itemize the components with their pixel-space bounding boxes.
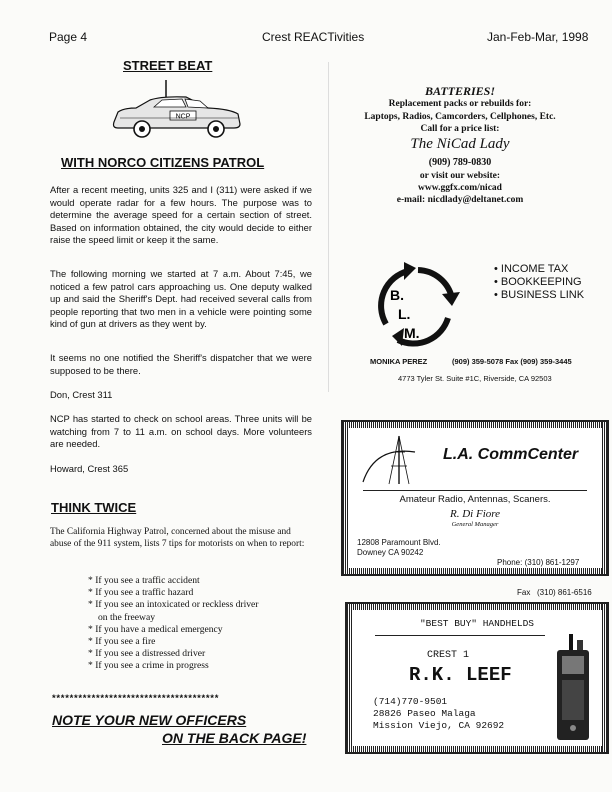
blm-phones: (909) 359-5078 Fax (909) 359-3445 bbox=[452, 357, 572, 366]
issue-date: Jan-Feb-Mar, 1998 bbox=[487, 30, 589, 44]
article-paragraph-1: After a recent meeting, units 325 and I (311) were asked if we would operate radar for a few hours. The purpose was to determine the average speed for a certain section of street. Based on information obtained, the city would decide to either raise the speed limit or keep it the same. bbox=[50, 184, 312, 246]
batteries-ad-title: BATTERIES! bbox=[424, 84, 496, 98]
service-business-link: • BUSINESS LINK bbox=[494, 289, 585, 301]
commcenter-address bbox=[357, 538, 441, 558]
leef-name: R.K. LEEF bbox=[409, 664, 512, 686]
radio-tower-icon bbox=[359, 432, 429, 486]
tip-item: * If you see a distressed driver bbox=[88, 648, 206, 660]
commcenter-manager-role: General Manager bbox=[451, 521, 499, 528]
commcenter-phone: Phone: (310) 861-1297 bbox=[497, 558, 580, 567]
commcenter-tagline: Amateur Radio, Antennas, Scaners. bbox=[399, 494, 551, 505]
blm-services bbox=[494, 263, 584, 302]
leef-contact bbox=[373, 696, 504, 732]
commcenter-manager-name: R. Di Fiore bbox=[450, 508, 500, 520]
article-paragraph-4: NCP has started to check on school areas. Three units will be watching from 7 to 11 a.m. on school days. More volunteers are needed. bbox=[50, 413, 312, 450]
service-bookkeeping: • BOOKKEEPING bbox=[494, 276, 582, 288]
think-twice-intro: The California Highway Patrol, concerned about the misuse and abuse of the 911 system, lists 7 tips for motorists on when to report: bbox=[50, 527, 305, 549]
handheld-radio-icon bbox=[547, 632, 595, 744]
article-paragraph-2: The following morning we started at 7 a.m. About 7:45, we noticed a few patrol cars approaching us. One deputy walked up and said the Sheriff's Dept. had received several calls from people reporting that two men in a vehicle were pointing some kind of gun at drivers as they went by. bbox=[50, 268, 312, 330]
tip-item: * If you have a medical emergency bbox=[88, 623, 223, 635]
nicad-lady-logo: The NiCad Lady bbox=[410, 136, 510, 152]
car-plate-text: NCP bbox=[175, 113, 191, 121]
rk-leef-ad bbox=[345, 602, 609, 754]
article-signature-howard: Howard, Crest 365 bbox=[50, 463, 129, 474]
commcenter-fax: Fax (310) 861-6516 bbox=[517, 588, 592, 597]
blm-logo-letter-l: L. bbox=[398, 306, 411, 322]
tip-item: * If you see a crime in progress bbox=[88, 660, 209, 672]
think-twice-title: THINK TWICE bbox=[51, 500, 137, 515]
batteries-ad-line4: or visit our website: bbox=[419, 171, 501, 181]
blm-address: 4773 Tyler St. Suite #1C, Riverside, CA 92503 bbox=[398, 374, 552, 383]
leef-address-line1: 28826 Paseo Malaga bbox=[373, 708, 476, 719]
tip-item: * If you see a fire bbox=[88, 636, 156, 648]
blm-contact-name: MONIKA PEREZ bbox=[370, 357, 428, 366]
leef-crest-callsign: CREST 1 bbox=[427, 650, 470, 661]
blm-logo bbox=[368, 258, 468, 353]
commcenter-address-line1: 12808 Paramount Blvd. bbox=[357, 538, 441, 547]
service-income-tax: • INCOME TAX bbox=[494, 263, 569, 275]
blm-logo-letter-b: B. bbox=[390, 287, 404, 303]
batteries-ad-email: e-mail: nicdlady@deltanet.com bbox=[396, 195, 524, 205]
leef-phone: (714)770-9501 bbox=[373, 696, 448, 707]
page-number: Page 4 bbox=[49, 30, 88, 44]
new-officers-notice-line2: ON THE BACK PAGE! bbox=[162, 730, 307, 746]
batteries-ad-line3: Call for a price list: bbox=[420, 124, 500, 134]
article-paragraph-3: It seems no one notified the Sheriff's dispatcher that we were supposed to be there. bbox=[50, 352, 312, 376]
leef-address-line2: Mission Viejo, CA 92692 bbox=[373, 720, 505, 731]
commcenter-ad bbox=[341, 420, 609, 597]
article-signature-don: Don, Crest 311 bbox=[50, 389, 113, 400]
newsletter-title: Crest REACTivities bbox=[262, 30, 365, 44]
tip-item: * If you see a traffic hazard bbox=[88, 587, 194, 599]
commcenter-name: L.A. CommCenter bbox=[443, 446, 579, 463]
tip-item-continuation: on the freeway bbox=[98, 611, 156, 623]
commcenter-address-line2: Downey CA 90242 bbox=[357, 548, 424, 557]
best-buy-heading: "BEST BUY" HANDHELDS bbox=[419, 618, 535, 629]
street-beat-title: STREET BEAT bbox=[123, 58, 213, 73]
batteries-ad-line1: Replacement packs or rebuilds for: bbox=[388, 99, 532, 109]
new-officers-notice-line1: NOTE YOUR NEW OFFICERS bbox=[52, 712, 247, 728]
tips-list bbox=[88, 575, 313, 673]
batteries-ad-line2: Laptops, Radios, Camcorders, Cellphones, Etc. bbox=[364, 112, 556, 122]
norco-citizens-patrol-heading: WITH NORCO CITIZENS PATROL bbox=[61, 155, 265, 170]
batteries-ad-phone: (909) 789-0830 bbox=[428, 157, 492, 168]
tip-item: * If you see a traffic accident bbox=[88, 575, 200, 586]
batteries-ad-website: www.ggfx.com/nicad bbox=[418, 183, 502, 193]
tip-item: * If you see an intoxicated or reckless driver bbox=[88, 599, 259, 611]
blm-logo-letter-m: M. bbox=[404, 325, 420, 341]
patrol-car-illustration bbox=[110, 78, 245, 144]
star-divider: ************************************** bbox=[52, 693, 220, 704]
